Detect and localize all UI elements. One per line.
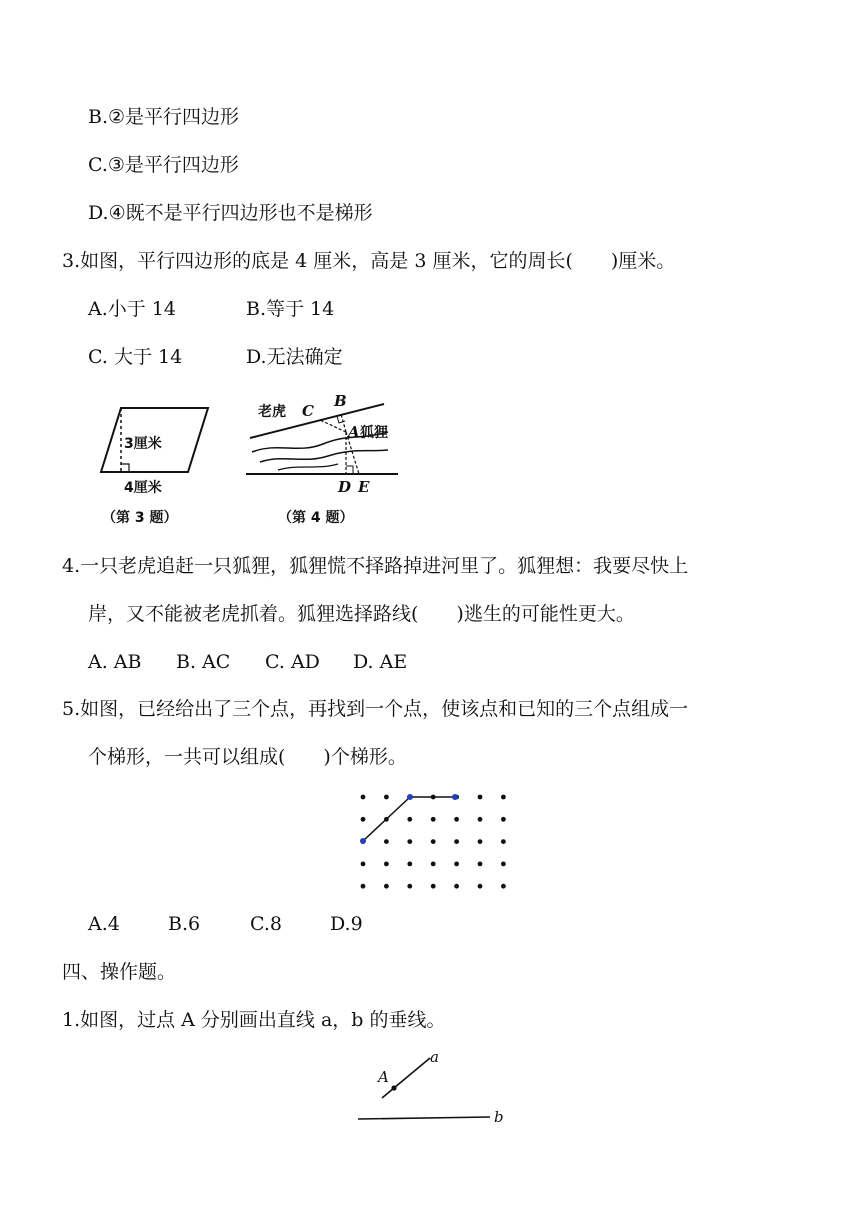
grid-dot: [407, 862, 412, 867]
fox-label: 狐狸: [360, 425, 388, 441]
figure-4-caption: （第 4 题）: [278, 510, 354, 526]
grid-dot: [384, 795, 389, 800]
grid-dot: [501, 862, 506, 867]
point-e-label: E: [358, 478, 370, 496]
dot-grid: [361, 795, 506, 889]
line-b: [358, 1117, 490, 1119]
section-4-q1: 1.如图，过点 A 分别画出直线 a，b 的垂线。: [62, 1009, 446, 1031]
dot-grid-figure: [350, 786, 515, 894]
grid-dot: [407, 839, 412, 844]
grid-dot: [407, 817, 412, 822]
grid-dot: [501, 884, 506, 889]
tiger-label: 老虎: [258, 404, 286, 420]
q2-option-b: B.②是平行四边形: [88, 106, 240, 128]
grid-dot: [384, 884, 389, 889]
point-a-label: A: [378, 1068, 389, 1086]
grid-dot: [478, 839, 483, 844]
q4-option-d: D. AE: [353, 651, 408, 673]
grid-dot: [431, 884, 436, 889]
line-a-label: a: [430, 1048, 439, 1066]
figure-3-parallelogram: [88, 396, 228, 531]
q5-stem-line-2: 个梯形，一共可以组成( )个梯形。: [88, 746, 407, 768]
q3-option-b: B.等于 14: [246, 298, 335, 320]
q4-option-a: A. AB: [88, 651, 142, 673]
river-wave-2: [260, 450, 388, 462]
given-point-2: [407, 794, 413, 800]
point-b-label: B: [334, 392, 347, 410]
q5-option-d: D.9: [330, 913, 363, 935]
point-c-label: C: [302, 402, 314, 420]
q3-option-c: C. 大于 14: [88, 346, 183, 368]
q5-stem-line-1: 5.如图，已经给出了三个点，再找到一个点，使该点和已知的三个点组成一: [62, 698, 689, 720]
grid-dot: [431, 839, 436, 844]
grid-dot: [478, 795, 483, 800]
figure-4-river: [238, 392, 408, 532]
q5-option-c: C.8: [250, 913, 282, 935]
q5-option-a: A.4: [88, 913, 120, 935]
grid-dot: [384, 862, 389, 867]
line-a: [382, 1058, 430, 1098]
figure-3-caption: （第 3 题）: [102, 510, 178, 526]
line-b-label: b: [494, 1108, 504, 1126]
grid-dot: [501, 795, 506, 800]
grid-dot: [454, 817, 459, 822]
right-angle-mark-d: [346, 466, 353, 474]
q4-stem-line-2: 岸，又不能被老虎抓着。狐狸选择路线( )逃生的可能性更大。: [88, 603, 635, 625]
q2-option-c: C.③是平行四边形: [88, 154, 239, 176]
grid-dot: [407, 884, 412, 889]
base-label: 4厘米: [124, 480, 162, 496]
grid-dot: [454, 884, 459, 889]
grid-dot: [431, 862, 436, 867]
q4-option-b: B. AC: [176, 651, 231, 673]
point-a-dot: [391, 1085, 396, 1090]
right-angle-mark: [121, 464, 129, 472]
grid-dot: [501, 839, 506, 844]
section-4-title: 四、操作题。: [62, 961, 177, 983]
q3-option-a: A.小于 14: [88, 298, 176, 320]
q2-option-d: D.④既不是平行四边形也不是梯形: [88, 202, 373, 224]
grid-dot: [361, 884, 366, 889]
q3-option-d: D.无法确定: [246, 346, 343, 368]
grid-dot: [454, 839, 459, 844]
q4-option-c: C. AD: [265, 651, 320, 673]
operation-figure: [350, 1046, 520, 1126]
grid-dot: [361, 862, 366, 867]
grid-dot: [454, 862, 459, 867]
grid-dot: [501, 817, 506, 822]
grid-dot: [361, 817, 366, 822]
point-d-label: D: [338, 478, 352, 496]
path-ab: [341, 414, 346, 432]
grid-dot: [384, 839, 389, 844]
q3-stem: 3.如图，平行四边形的底是 4 厘米，高是 3 厘米，它的周长( )厘米。: [62, 250, 676, 272]
grid-dot: [431, 817, 436, 822]
grid-dot: [478, 884, 483, 889]
given-point-1: [360, 838, 366, 844]
point-a-label: A: [348, 423, 360, 441]
q5-option-b: B.6: [168, 913, 201, 935]
height-label: 3厘米: [124, 436, 162, 452]
grid-dot: [478, 817, 483, 822]
q4-stem-line-1: 4.一只老虎追赶一只狐狸，狐狸慌不择路掉进河里了。狐狸想：我要尽快上: [62, 555, 689, 577]
grid-dot: [478, 862, 483, 867]
grid-dot: [361, 795, 366, 800]
given-point-3: [452, 794, 458, 800]
given-segment-slant: [363, 797, 410, 841]
river-wave-3: [278, 464, 338, 470]
